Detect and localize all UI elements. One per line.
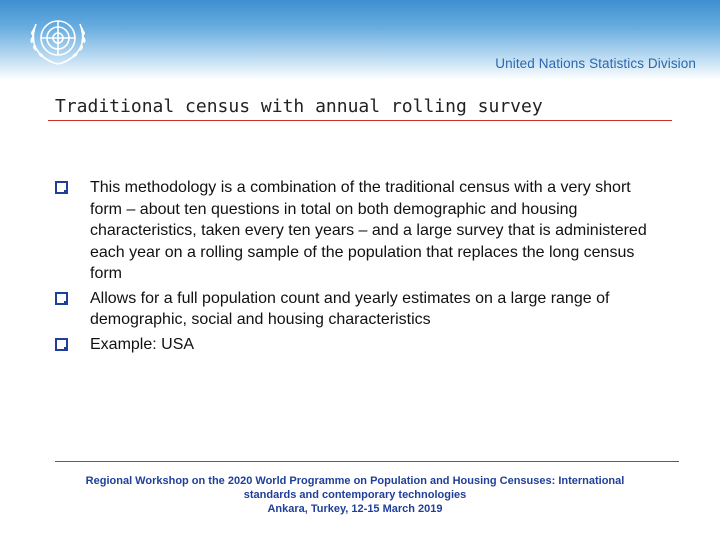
checkbox-icon — [55, 338, 68, 351]
slide-title: Traditional census with annual rolling survey — [55, 96, 543, 117]
header-banner — [0, 0, 720, 80]
bullet-text: This methodology is a combination of the traditional census with a very short form – about ten questions in total on both demographic and housing characteristics, taken every ten years – and a large survey that is administered each year on a rolling sample of the population that replaces the long census form — [90, 179, 647, 282]
footer-divider — [55, 461, 679, 462]
checkbox-icon — [55, 181, 68, 194]
list-item — [55, 177, 665, 285]
bullet-text: Allows for a full population count and yearly estimates on a large range of demographic, social and housing characteristics — [90, 289, 610, 328]
bullet-list — [55, 177, 665, 358]
un-emblem-icon — [20, 8, 96, 72]
footer — [50, 474, 660, 516]
checkbox-icon — [55, 292, 68, 305]
list-item — [55, 334, 665, 356]
org-name: United Nations Statistics Division — [495, 56, 696, 71]
footer-line-1: Regional Workshop on the 2020 World Programme on Population and Housing Censuses: International — [85, 475, 625, 487]
title-divider — [48, 120, 672, 121]
footer-line-2: standards and contemporary technologies — [243, 489, 467, 501]
bullet-text: Example: USA — [90, 335, 195, 353]
footer-line-3: Ankara, Turkey, 12-15 March 2019 — [267, 503, 443, 515]
list-item — [55, 288, 665, 331]
